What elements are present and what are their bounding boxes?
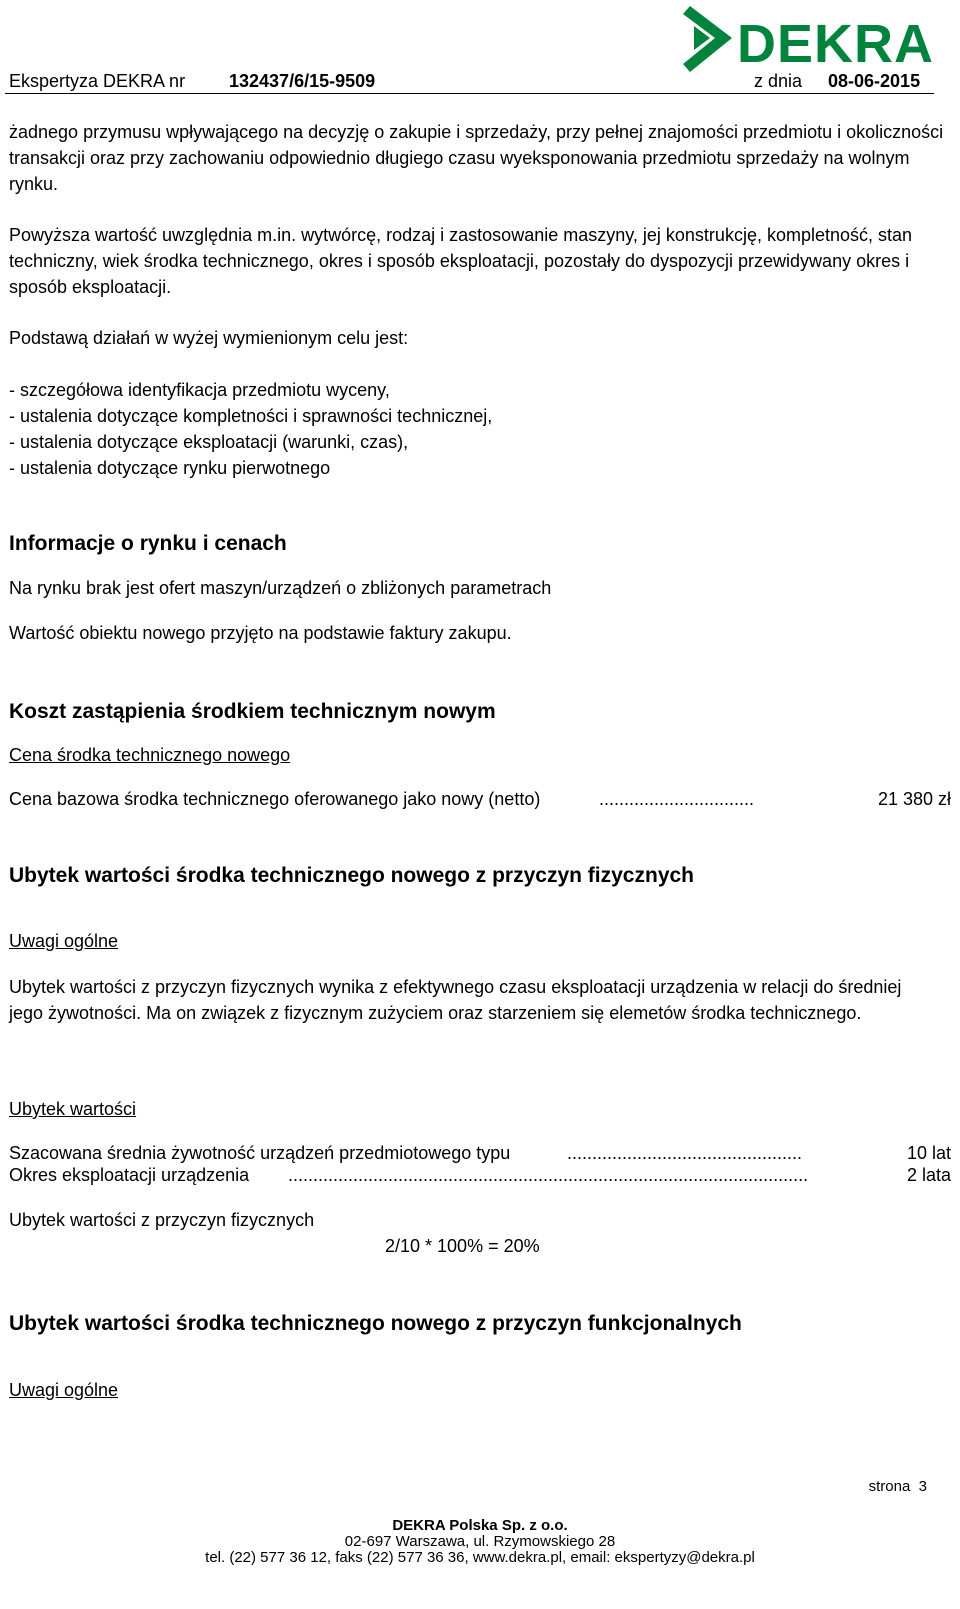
intro-paragraph-1: żadnego przymusu wpływającego na decyzję o zakupie i sprzedaży, przy pełnej znajomości przedmiotu i okoliczności transakcji oraz przy zachowaniu odpowiednio długiego czasu wyeksponowania przedmiotu sprzedaży na wolnym rynku. [9, 122, 944, 194]
usage-period-value: 2 lata [906, 1165, 951, 1185]
expertise-date: 08-06-2015 [828, 71, 921, 91]
page-value: 3 [918, 1478, 927, 1495]
page-number [869, 1478, 927, 1495]
base-price-label: Cena bazowa środka technicznego oferowanego jako nowy (netto) [9, 789, 541, 809]
functional-heading: Ubytek wartości środka technicznego nowego z przyczyn funkcjonalnych [9, 1312, 742, 1335]
list-item: - szczegółowa identyfikacja przedmiotu wyceny, [9, 380, 390, 400]
physical-loss-calc: 2/10 * 100% = 20% [385, 1236, 540, 1256]
footer-contact: tel. (22) 577 36 12, faks (22) 577 36 36, www.dekra.pl, email: ekspertyzy@dekra.pl [205, 1549, 755, 1566]
physical-heading: Ubytek wartości środka technicznego nowego z przyczyn fizycznych [9, 864, 695, 887]
base-price-row [9, 788, 951, 810]
expertise-number: 132437/6/15-9509 [229, 71, 376, 91]
physical-loss-calc-label: Ubytek wartości z przyczyn fizycznych [9, 1210, 315, 1230]
footer-company: DEKRA Polska Sp. z o.o. [392, 1517, 568, 1534]
basis-list [9, 377, 492, 481]
functional-general-notes-heading: Uwagi ogólne [9, 1380, 119, 1400]
market-paragraph-1: Na rynku brak jest ofert maszyn/urządzeń o zbliżonych parametrach [9, 578, 552, 598]
physical-general-notes-heading: Uwagi ogólne [9, 931, 119, 951]
page-label: strona [868, 1478, 911, 1495]
dekra-logo-wordmark: DEKRA [737, 14, 934, 74]
intro-paragraph-3: Podstawą działań w wyżej wymienionym celu jest: [9, 328, 409, 348]
dekra-logo [680, 6, 934, 80]
list-item: - ustalenia dotyczące rynku pierwotnego [9, 458, 331, 478]
replacement-subheading: Cena środka technicznego nowego [9, 745, 291, 765]
lifetime-row [9, 1142, 951, 1164]
lifetime-label: Szacowana średnia żywotność urządzeń przedmiotowego typu [9, 1143, 511, 1163]
base-price-leader: ............................... [599, 789, 755, 809]
footer-address: 02-697 Warszawa, ul. Rzymowskiego 28 [344, 1533, 616, 1550]
base-price-value: 21 380 zł [877, 789, 951, 809]
physical-paragraph: Ubytek wartości z przyczyn fizycznych wynika z efektywnego czasu eksploatacji urządzenia w relacji do średniej jego żywotności. Ma on związek z fizycznym zużyciem oraz starzeniem się elemetów środka technicznego. [9, 977, 902, 1023]
list-item: - ustalenia dotyczące eksploatacji (warunki, czas), [9, 432, 409, 452]
market-heading: Informacje o rynku i cenach [9, 532, 287, 555]
usage-period-row [9, 1164, 951, 1186]
header-title: Ekspertyza DEKRA nr [9, 71, 186, 91]
dekra-logo-mark [680, 6, 934, 80]
header-rule [5, 93, 934, 94]
market-paragraph-2: Wartość obiektu nowego przyjęto na podstawie faktury zakupu. [9, 623, 512, 643]
lifetime-value: 10 lat [906, 1143, 951, 1163]
usage-period-leader: ........................................................................................................ [288, 1165, 809, 1185]
list-item: - ustalenia dotyczące kompletności i sprawności technicznej, [9, 406, 493, 426]
usage-period-label: Okres eksploatacji urządzenia [9, 1165, 250, 1185]
physical-loss-heading: Ubytek wartości [9, 1099, 137, 1119]
lifetime-leader: ............................................... [567, 1143, 803, 1163]
date-label: z dnia [754, 71, 803, 91]
replacement-heading: Koszt zastąpienia środkiem technicznym nowym [9, 700, 496, 723]
intro-paragraph-2: Powyższa wartość uwzględnia m.in. wytwórcę, rodzaj i zastosowanie maszyny, jej konstrukcję, kompletność, stan techniczny, wiek środka technicznego, okres i sposób eksploatacji, pozostały do dyspozycji przewidywany okres i sposób eksploatacji. [9, 225, 913, 297]
